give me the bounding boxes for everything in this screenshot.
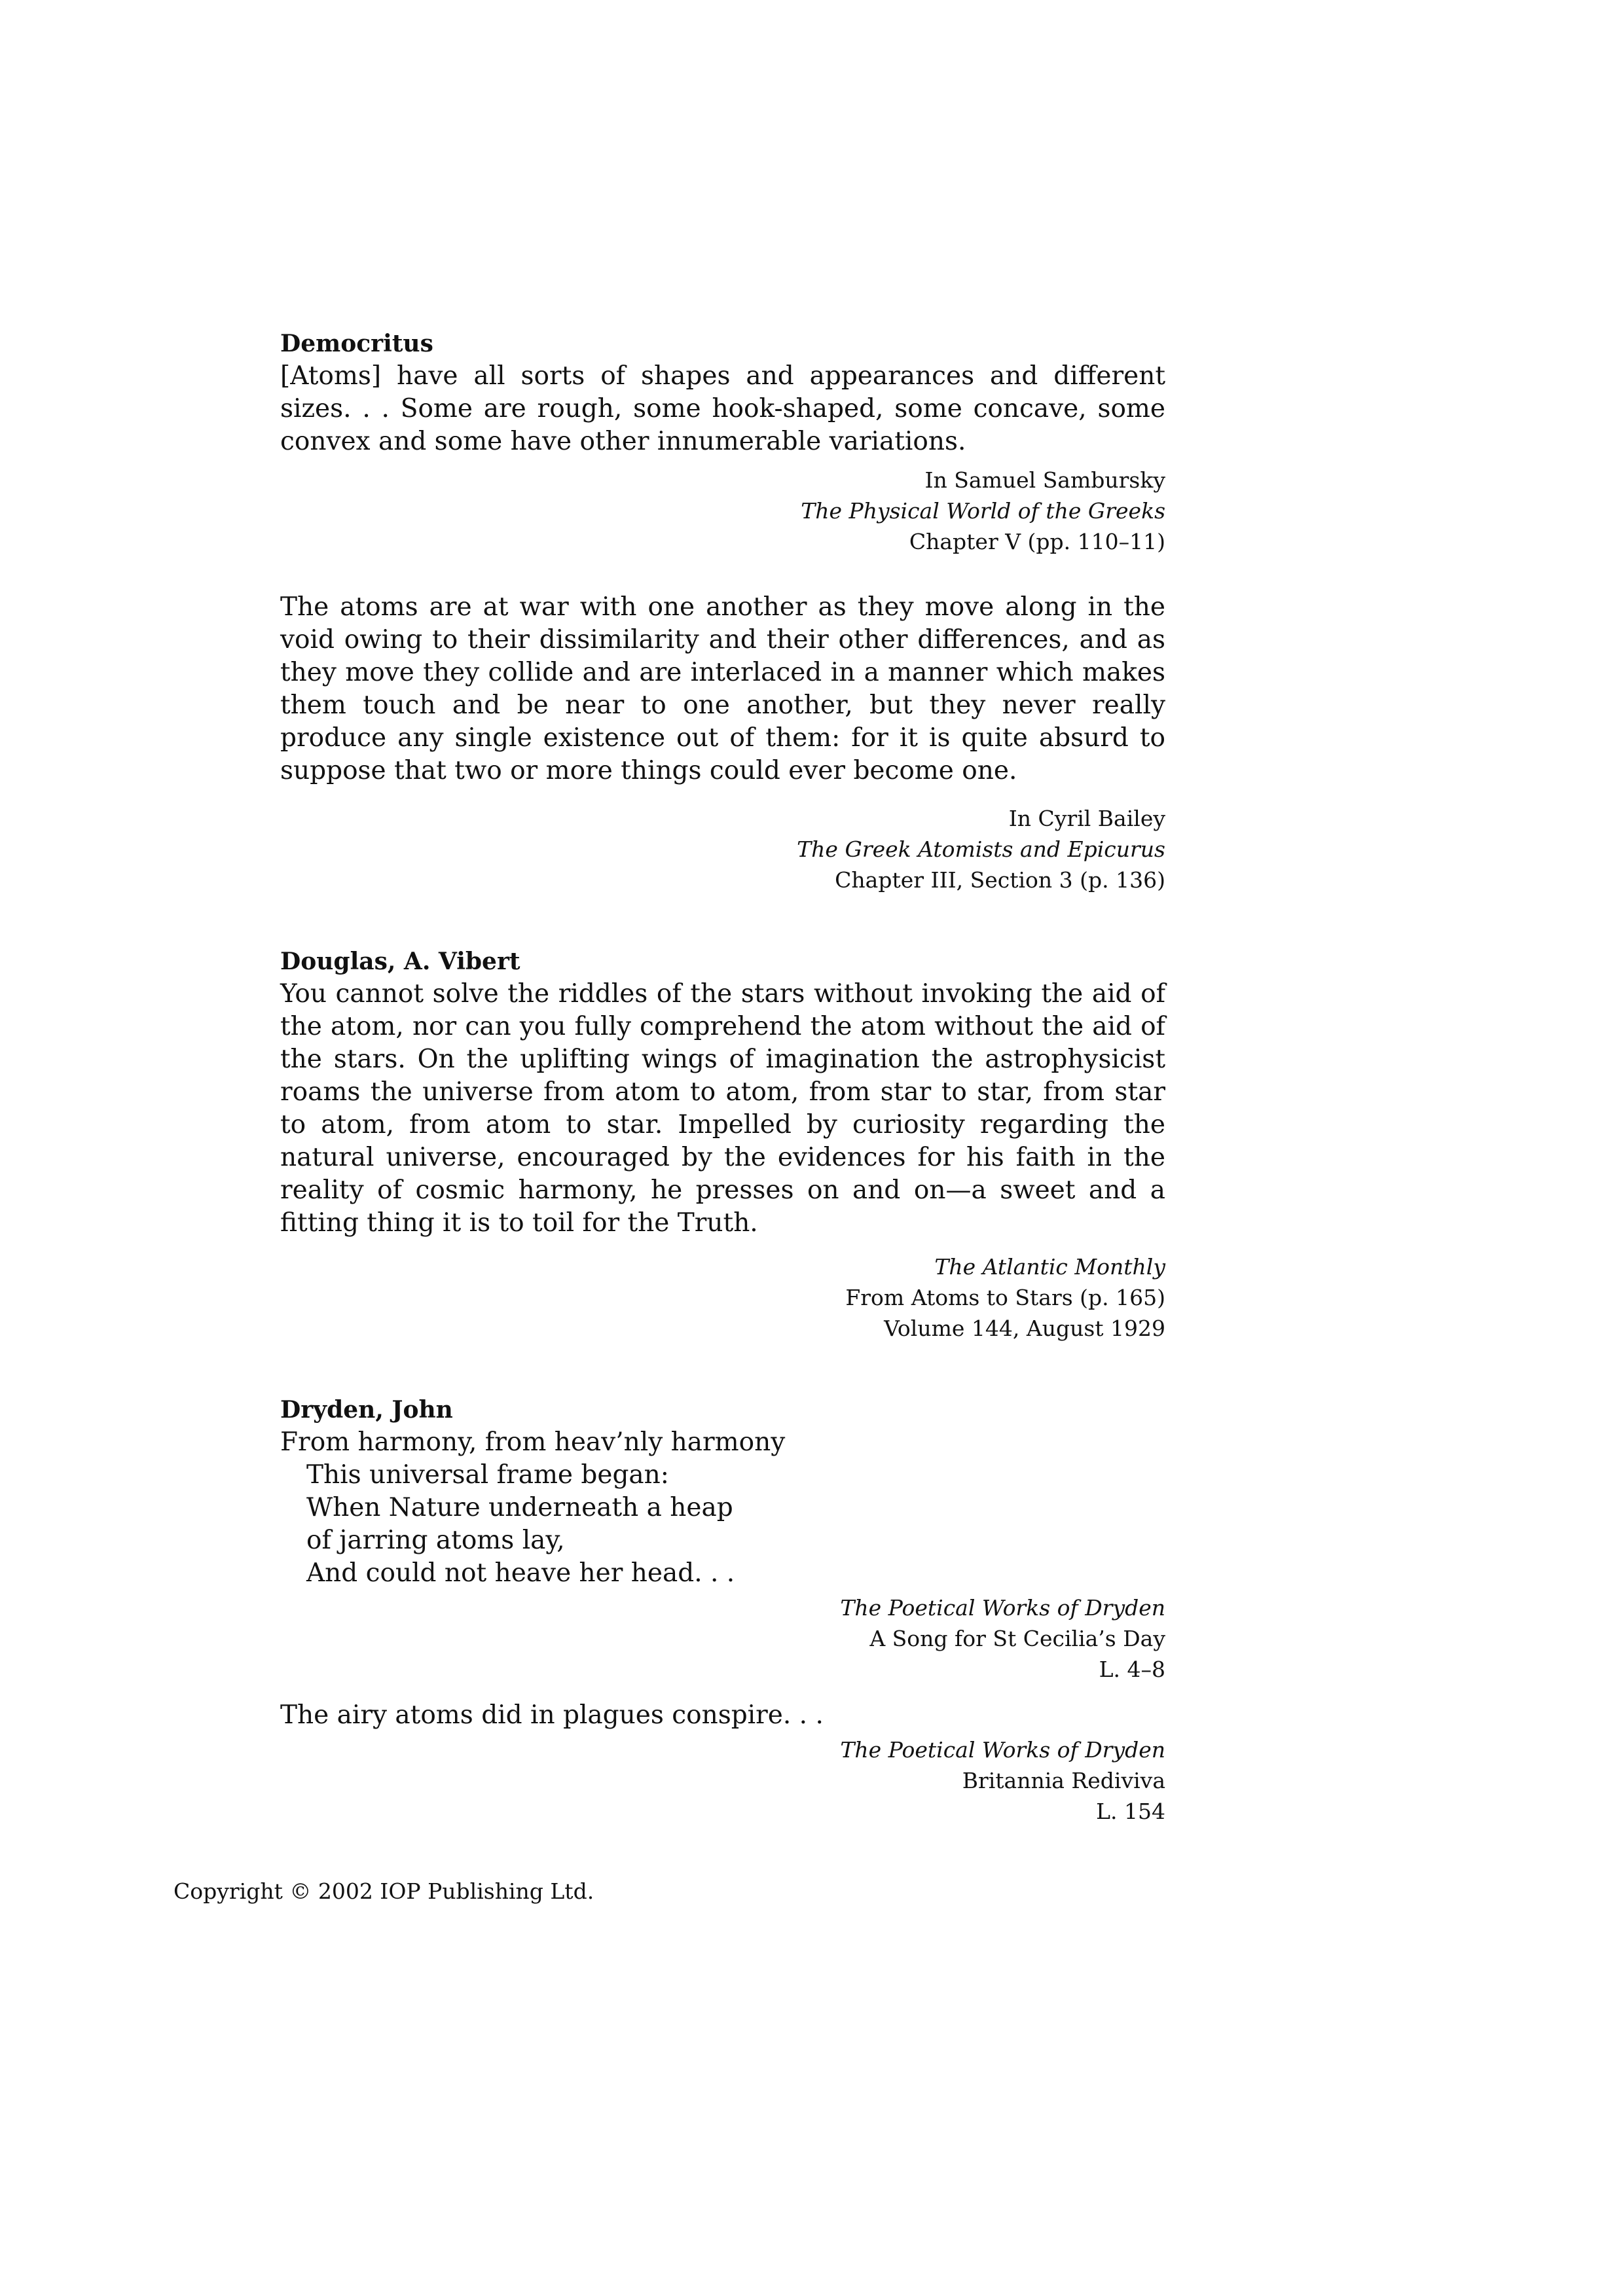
citation-line: Britannia Rediviva bbox=[962, 1768, 1165, 1793]
citation-line: Chapter V (pp. 110–11) bbox=[909, 529, 1165, 554]
citation-line: In Samuel Sambursky bbox=[924, 467, 1165, 493]
verse-line: From harmony, from heav’nly harmony bbox=[280, 1427, 786, 1457]
quotation-text: The atoms are at war with one another as they move along in the void owing to their dissimilarity and their other differences, and as they move they collide and are interlaced in a manner which makes them touch and be near to one another, but they never really produce any single existence out of them: for it is quite absurd to suppose that two or more things could ever become one. bbox=[280, 592, 1165, 785]
quotation-text: [Atoms] have all sorts of shapes and appearances and different sizes. . . Some are rough, some hook-shaped, some concave, some convex and some have other innumerable variations. bbox=[280, 361, 1165, 456]
citation-title: The Poetical Works of Dryden bbox=[840, 1737, 1165, 1763]
author-name: Dryden, John bbox=[280, 1396, 453, 1424]
citation bbox=[280, 803, 1165, 895]
citation-line: Volume 144, August 1929 bbox=[884, 1316, 1165, 1341]
author-name: Douglas, A. Vibert bbox=[280, 948, 520, 975]
citation-line: L. 4–8 bbox=[1099, 1657, 1165, 1682]
quotation-text: You cannot solve the riddles of the stars without invoking the aid of the atom, nor can you fully comprehend the atom without the aid of the stars. On the uplifting wings of imagination the astrophysicist roams the universe from atom to atom, from star to star, from star to atom, from atom to star. Impelled by curiosity regarding the natural universe, encouraged by the evidences for his faith in the reality of cosmic harmony, he presses on and on—a sweet and a fitting thing it is to toil for the Truth. bbox=[280, 979, 1165, 1238]
entry-democritus bbox=[280, 327, 1165, 895]
citation-title: The Atlantic Monthly bbox=[934, 1254, 1165, 1280]
quotation-text: The airy atoms did in plagues conspire. . . bbox=[280, 1700, 824, 1730]
citation-line: L. 154 bbox=[1096, 1799, 1165, 1824]
citation-line: Chapter III, Section 3 (p. 136) bbox=[835, 867, 1165, 893]
citation-line: From Atoms to Stars (p. 165) bbox=[845, 1285, 1165, 1310]
citation bbox=[280, 465, 1165, 557]
verse-block bbox=[280, 1426, 1165, 1590]
verse-line: of jarring atoms lay, bbox=[306, 1526, 565, 1555]
citation-line: A Song for St Cecilia’s Day bbox=[869, 1626, 1165, 1651]
citation-title: The Physical World of the Greeks bbox=[801, 498, 1165, 524]
citation-line: In Cyril Bailey bbox=[1008, 806, 1165, 831]
copyright-notice: Copyright © 2002 IOP Publishing Ltd. bbox=[173, 1878, 594, 1904]
quotation-column bbox=[280, 327, 1165, 1827]
author-name: Democritus bbox=[280, 330, 433, 357]
citation bbox=[280, 1251, 1165, 1344]
verse-line: And could not heave her head. . . bbox=[306, 1558, 735, 1588]
verse-line: This universal frame began: bbox=[306, 1460, 669, 1490]
citation bbox=[280, 1734, 1165, 1827]
entry-dryden bbox=[280, 1393, 1165, 1827]
entry-douglas bbox=[280, 945, 1165, 1344]
citation-title: The Poetical Works of Dryden bbox=[840, 1595, 1165, 1621]
citation bbox=[280, 1592, 1165, 1685]
verse-line: When Nature underneath a heap bbox=[306, 1493, 733, 1522]
citation-title: The Greek Atomists and Epicurus bbox=[797, 836, 1165, 862]
